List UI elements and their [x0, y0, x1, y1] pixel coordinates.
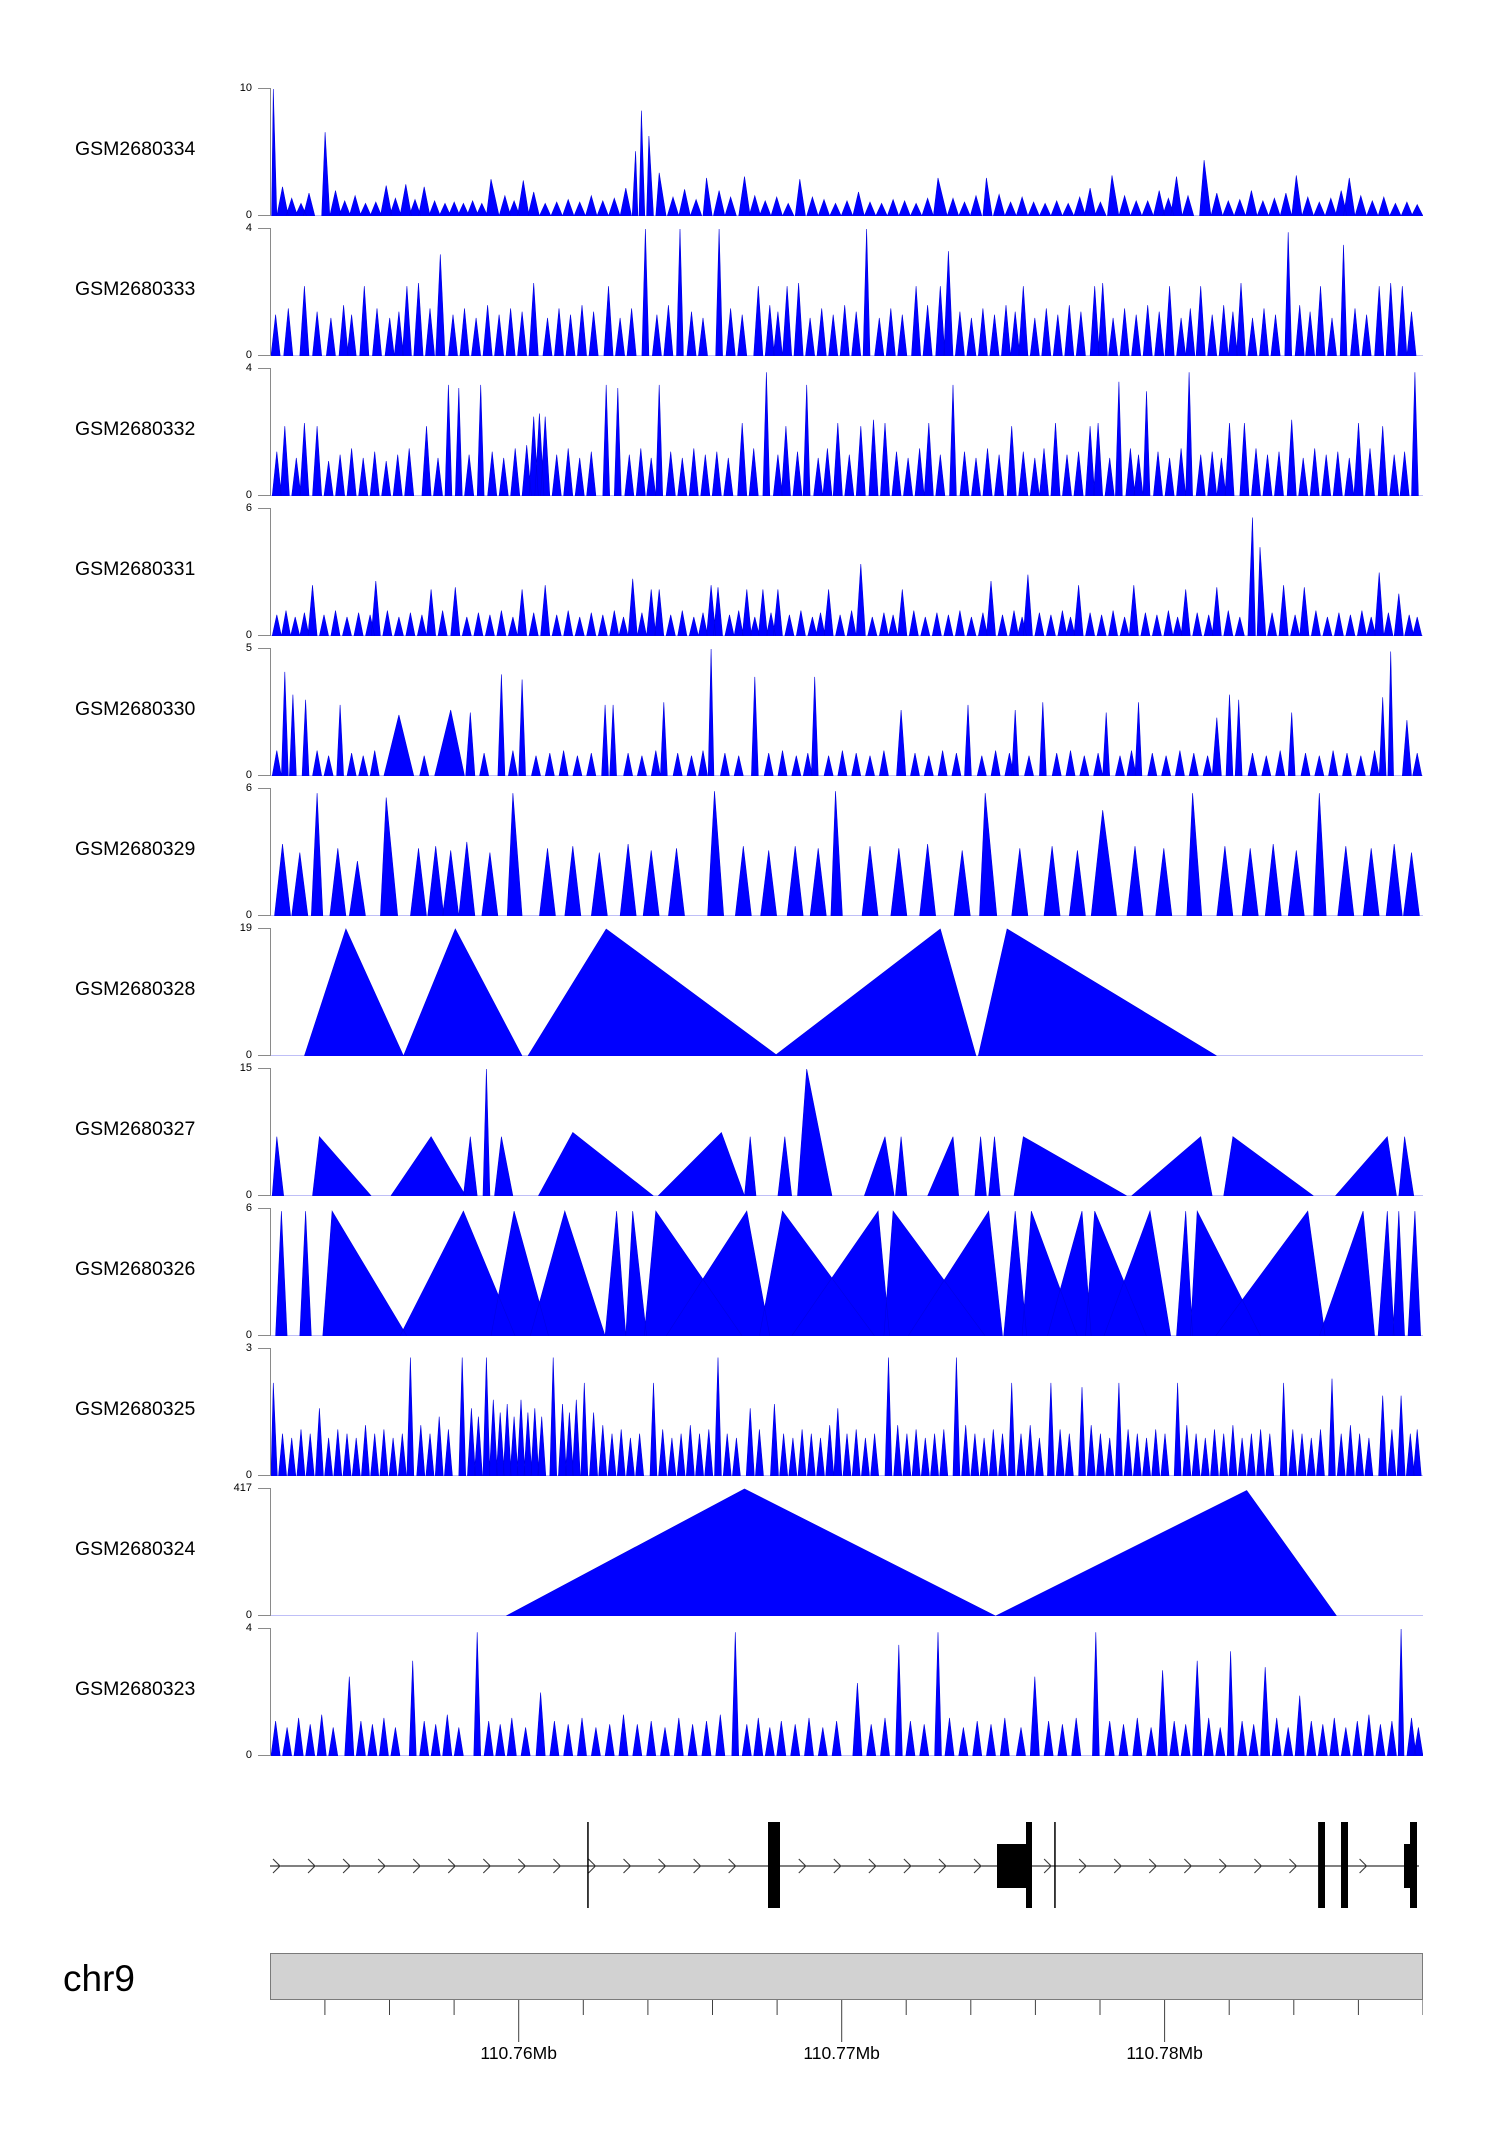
y-axis-max-label: 10 — [239, 82, 252, 94]
signal-polygon — [271, 1358, 1423, 1477]
coverage-track-row — [0, 922, 1500, 1061]
track-label: GSM2680328 — [75, 978, 196, 1000]
signal-polygon — [271, 1211, 1423, 1336]
track-label: GSM2680330 — [75, 698, 196, 720]
coverage-signal-area — [271, 1348, 1423, 1476]
signal-polygon — [271, 518, 1423, 637]
coverage-track-row — [0, 1202, 1500, 1341]
micro-exon-line — [587, 1822, 589, 1908]
ruler-coordinate-label: 110.76Mb — [480, 2043, 557, 2063]
y-axis-tick — [258, 1628, 270, 1629]
y-axis-min-label: 0 — [245, 1749, 252, 1761]
coverage-signal-area — [271, 508, 1423, 636]
coverage-signal-area — [271, 1208, 1423, 1336]
y-axis-tick — [258, 775, 270, 776]
coverage-signal-area — [271, 88, 1423, 216]
genome-ruler-ticks — [270, 2000, 1423, 2045]
y-axis-tick — [258, 508, 270, 509]
coverage-signal-area — [271, 1068, 1423, 1196]
track-label: GSM2680325 — [75, 1398, 196, 1420]
track-label: GSM2680327 — [75, 1118, 196, 1140]
coverage-track-row — [0, 642, 1500, 781]
coverage-track-row — [0, 82, 1500, 221]
track-label: GSM2680333 — [75, 278, 196, 300]
micro-exon-line — [1054, 1822, 1056, 1908]
signal-polygon — [271, 1489, 1423, 1616]
coverage-track-row — [0, 1482, 1500, 1621]
y-axis-max-label: 6 — [245, 782, 252, 794]
signal-polygon — [271, 1629, 1423, 1756]
y-axis-min-label: 0 — [245, 489, 252, 501]
signal-polygon — [271, 929, 1423, 1056]
track-label: GSM2680329 — [75, 838, 196, 860]
track-label: GSM2680332 — [75, 418, 196, 440]
y-axis-max-label: 5 — [245, 642, 252, 654]
y-axis-min-label: 0 — [245, 1189, 252, 1201]
ruler-coordinate-label: 110.78Mb — [1126, 2043, 1203, 2063]
y-axis-tick — [258, 1348, 270, 1349]
y-axis-tick — [258, 228, 270, 229]
y-axis-tick — [258, 1488, 270, 1489]
y-axis-max-label: 15 — [239, 1062, 252, 1074]
track-label: GSM2680331 — [75, 558, 196, 580]
y-axis-max-label: 4 — [245, 222, 252, 234]
exon-box — [1410, 1822, 1417, 1908]
ruler-coordinate-label: 110.77Mb — [803, 2043, 880, 2063]
coverage-track-row — [0, 362, 1500, 501]
chromosome-ideogram — [270, 1953, 1423, 2000]
y-axis-tick — [258, 635, 270, 636]
y-axis-max-label: 4 — [245, 1622, 252, 1634]
gene-model-track — [270, 1820, 1423, 1912]
signal-polygon — [271, 229, 1423, 356]
coverage-signal-area — [271, 648, 1423, 776]
y-axis-max-label: 417 — [233, 1482, 252, 1494]
coverage-signal-area — [271, 228, 1423, 356]
exon-box — [768, 1822, 780, 1908]
coverage-signal-area — [271, 788, 1423, 916]
y-axis-tick — [258, 88, 270, 89]
y-axis-tick — [258, 1068, 270, 1069]
track-label: GSM2680324 — [75, 1538, 196, 1560]
y-axis-min-label: 0 — [245, 1609, 252, 1621]
exon-box — [1341, 1822, 1348, 1908]
y-axis-tick — [258, 368, 270, 369]
exon-box — [1026, 1822, 1032, 1908]
signal-polygon — [271, 649, 1423, 776]
y-axis-min-label: 0 — [245, 1329, 252, 1341]
y-axis-min-label: 0 — [245, 349, 252, 361]
coverage-signal-area — [271, 368, 1423, 496]
coverage-track-row — [0, 502, 1500, 641]
coverage-track-row — [0, 782, 1500, 921]
y-axis-tick — [258, 1055, 270, 1056]
y-axis-tick — [258, 648, 270, 649]
y-axis-min-label: 0 — [245, 1469, 252, 1481]
y-axis-tick — [258, 1755, 270, 1756]
track-label: GSM2680323 — [75, 1678, 196, 1700]
signal-polygon — [271, 89, 1423, 216]
track-label: GSM2680326 — [75, 1258, 196, 1280]
y-axis-tick — [258, 495, 270, 496]
y-axis-min-label: 0 — [245, 209, 252, 221]
coverage-signal-area — [271, 1628, 1423, 1756]
y-axis-min-label: 0 — [245, 1049, 252, 1061]
y-axis-tick — [258, 355, 270, 356]
y-axis-tick — [258, 1475, 270, 1476]
y-axis-max-label: 6 — [245, 1202, 252, 1214]
y-axis-max-label: 3 — [245, 1342, 252, 1354]
track-label: GSM2680334 — [75, 138, 196, 160]
chromosome-name: chr9 — [63, 1958, 135, 1999]
coverage-signal-area — [271, 928, 1423, 1056]
signal-polygon — [271, 791, 1423, 916]
coverage-track-row — [0, 1622, 1500, 1761]
y-axis-tick — [258, 928, 270, 929]
y-axis-tick — [258, 215, 270, 216]
coverage-track-row — [0, 222, 1500, 361]
y-axis-tick — [258, 915, 270, 916]
y-axis-tick — [258, 788, 270, 789]
exon-box — [1318, 1822, 1325, 1908]
y-axis-max-label: 19 — [239, 922, 252, 934]
y-axis-min-label: 0 — [245, 769, 252, 781]
signal-polygon — [271, 372, 1423, 496]
y-axis-tick — [258, 1335, 270, 1336]
y-axis-min-label: 0 — [245, 909, 252, 921]
y-axis-tick — [258, 1208, 270, 1209]
coverage-track-row — [0, 1062, 1500, 1201]
y-axis-tick — [258, 1195, 270, 1196]
utr-exon-box — [997, 1844, 1026, 1888]
y-axis-max-label: 4 — [245, 362, 252, 374]
coverage-track-row — [0, 1342, 1500, 1481]
signal-polygon — [271, 1069, 1423, 1196]
y-axis-max-label: 6 — [245, 502, 252, 514]
y-axis-tick — [258, 1615, 270, 1616]
coverage-signal-area — [271, 1488, 1423, 1616]
y-axis-min-label: 0 — [245, 629, 252, 641]
